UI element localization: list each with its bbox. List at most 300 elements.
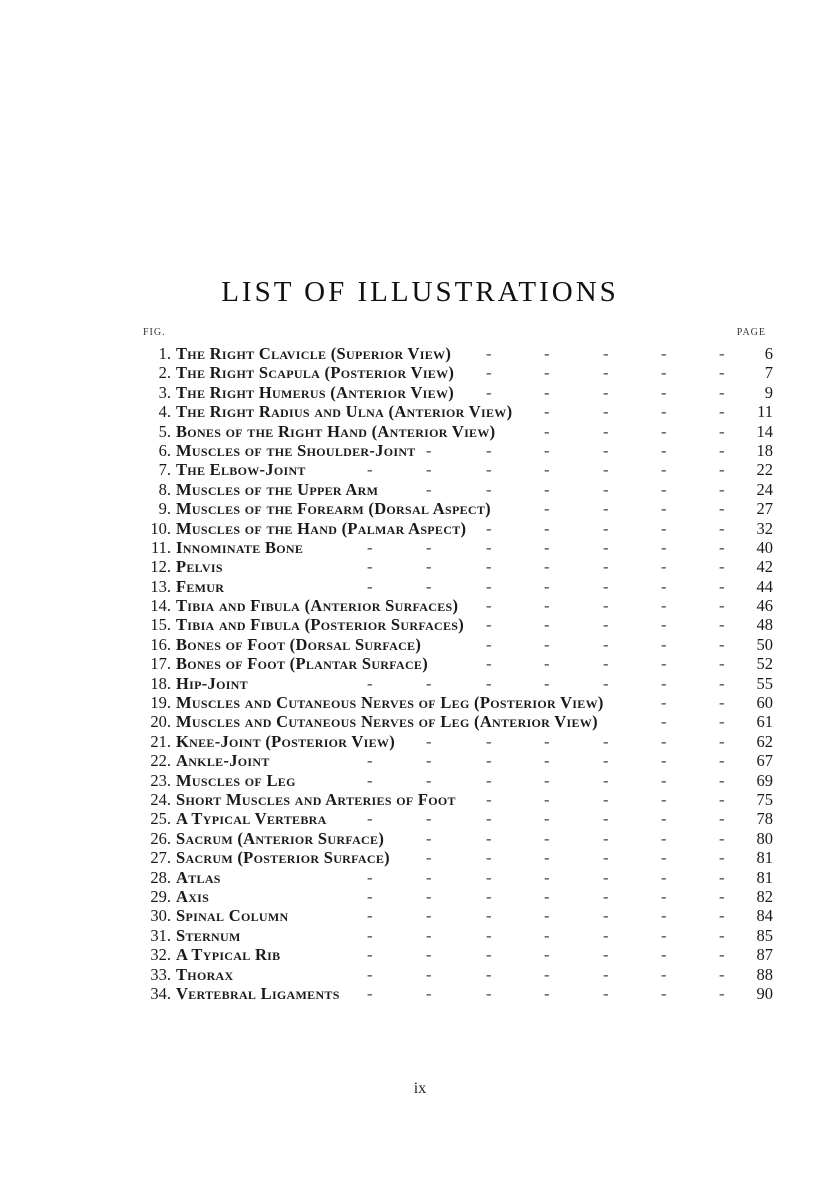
- leader-dash: -: [486, 634, 492, 654]
- figure-title: Thorax: [176, 964, 234, 984]
- figure-title: Tibia and Fibula (Anterior Surfaces): [176, 596, 459, 616]
- page-ref: 55: [756, 673, 773, 693]
- list-item: [143, 674, 773, 693]
- leader-dash: -: [544, 983, 550, 1003]
- figure-title: Muscles and Cutaneous Nerves of Leg (Posterior View): [176, 693, 604, 713]
- leader-dash: -: [661, 576, 667, 596]
- leader-dash: -: [603, 654, 609, 674]
- leader-dash: -: [486, 615, 492, 635]
- leader-dash: -: [367, 886, 373, 906]
- leader-dash: -: [661, 615, 667, 635]
- page-ref: 27: [756, 499, 773, 519]
- figure-number: 26.: [150, 828, 171, 848]
- figure-number: 5.: [158, 421, 171, 441]
- leader-dash: -: [486, 344, 492, 363]
- leader-dash: -: [544, 964, 550, 984]
- figure-number: 12.: [150, 557, 171, 577]
- list-item: [143, 557, 773, 576]
- leader-dash: -: [661, 809, 667, 829]
- leader-dash: -: [367, 537, 373, 557]
- leader-dash: -: [367, 809, 373, 829]
- list-item: [143, 635, 773, 654]
- list-item: [143, 383, 773, 402]
- figure-number: 28.: [150, 867, 171, 887]
- leader-dash: -: [426, 576, 432, 596]
- leader-dash: -: [719, 518, 725, 538]
- leader-dash: -: [367, 673, 373, 693]
- page-ref: 24: [756, 479, 773, 499]
- page-ref: 42: [756, 557, 773, 577]
- page-ref: 85: [756, 925, 773, 945]
- dot-leader: [176, 673, 725, 693]
- leader-dash: -: [661, 596, 667, 616]
- figure-title: Muscles of the Hand (Palmar Aspect): [176, 518, 467, 538]
- leader-dash: -: [544, 596, 550, 616]
- leader-dash: -: [603, 848, 609, 868]
- leader-dash: -: [544, 363, 550, 383]
- figure-number: 18.: [150, 673, 171, 693]
- leader-dash: -: [426, 809, 432, 829]
- page-column-header: PAGE: [736, 327, 766, 338]
- leader-dash: -: [603, 770, 609, 790]
- leader-dash: -: [486, 945, 492, 965]
- leader-dash: -: [719, 615, 725, 635]
- leader-dash: -: [486, 964, 492, 984]
- leader-dash: -: [719, 731, 725, 751]
- page-ref: 32: [756, 518, 773, 538]
- leader-dash: -: [486, 363, 492, 383]
- leader-dash: -: [544, 634, 550, 654]
- figure-number: 21.: [150, 731, 171, 751]
- leader-dash: -: [426, 867, 432, 887]
- leader-dash: -: [603, 751, 609, 771]
- leader-dash: -: [719, 596, 725, 616]
- list-item: [143, 577, 773, 596]
- leader-dash: -: [426, 770, 432, 790]
- leader-dash: -: [544, 344, 550, 363]
- leader-dash: -: [426, 537, 432, 557]
- page-ref: 11: [757, 402, 773, 422]
- page-ref: 6: [764, 344, 773, 363]
- leader-dash: -: [661, 402, 667, 422]
- figure-title: Muscles of the Forearm (Dorsal Aspect): [176, 499, 491, 519]
- leader-dash: -: [544, 402, 550, 422]
- leader-dash: -: [603, 596, 609, 616]
- leader-dash: -: [719, 886, 725, 906]
- leader-dash: -: [544, 770, 550, 790]
- figure-title: Bones of Foot (Dorsal Surface): [176, 634, 422, 654]
- list-item: [143, 615, 773, 634]
- list-item: [143, 499, 773, 518]
- leader-dash: -: [661, 751, 667, 771]
- leader-dash: -: [719, 344, 725, 363]
- list-item: [143, 596, 773, 615]
- dot-leader: [176, 557, 725, 577]
- figure-number: 29.: [150, 886, 171, 906]
- list-item: [143, 829, 773, 848]
- figure-title: Femur: [176, 576, 225, 596]
- leader-dash: -: [367, 964, 373, 984]
- figure-title: Sacrum (Posterior Surface): [176, 848, 390, 868]
- leader-dash: -: [544, 867, 550, 887]
- page-number: ix: [413, 1080, 427, 1097]
- figure-number: 10.: [150, 518, 171, 538]
- leader-dash: -: [603, 673, 609, 693]
- list-item: [143, 712, 773, 731]
- leader-dash: -: [426, 673, 432, 693]
- leader-dash: -: [367, 945, 373, 965]
- leader-dash: -: [367, 557, 373, 577]
- leader-dash: -: [719, 537, 725, 557]
- figure-number: 1.: [158, 344, 171, 363]
- list-item: [143, 809, 773, 828]
- page-ref: 40: [756, 537, 773, 557]
- leader-dash: -: [544, 440, 550, 460]
- leader-dash: -: [486, 886, 492, 906]
- leader-dash: -: [426, 828, 432, 848]
- leader-dash: -: [426, 945, 432, 965]
- leader-dash: -: [719, 925, 725, 945]
- leader-dash: -: [426, 906, 432, 926]
- leader-dash: -: [603, 440, 609, 460]
- list-item: [143, 422, 773, 441]
- leader-dash: -: [544, 848, 550, 868]
- leader-dash: -: [367, 983, 373, 1003]
- leader-dash: -: [544, 886, 550, 906]
- leader-dash: -: [544, 576, 550, 596]
- leader-dash: -: [661, 906, 667, 926]
- leader-dash: -: [486, 809, 492, 829]
- leader-dash: -: [544, 925, 550, 945]
- figure-title: Muscles and Cutaneous Nerves of Leg (Anterior View): [176, 712, 598, 732]
- leader-dash: -: [661, 421, 667, 441]
- figure-title: The Right Scapula (Posterior View): [176, 363, 455, 383]
- leader-dash: -: [544, 809, 550, 829]
- leader-dash: -: [486, 731, 492, 751]
- list-item: [143, 693, 773, 712]
- leader-dash: -: [367, 751, 373, 771]
- leader-dash: -: [544, 789, 550, 809]
- leader-dash: -: [719, 693, 725, 713]
- leader-dash: -: [661, 731, 667, 751]
- leader-dash: -: [426, 848, 432, 868]
- page-ref: 90: [756, 983, 773, 1003]
- list-item: [143, 460, 773, 479]
- page-title: LIST OF ILLUSTRATIONS: [221, 276, 619, 308]
- leader-dash: -: [367, 867, 373, 887]
- figure-number: 20.: [150, 712, 171, 732]
- leader-dash: -: [719, 906, 725, 926]
- figure-number: 19.: [150, 693, 171, 713]
- figure-title: Knee-Joint (Posterior View): [176, 731, 395, 751]
- list-item: [143, 887, 773, 906]
- leader-dash: -: [719, 964, 725, 984]
- leader-dash: -: [661, 363, 667, 383]
- leader-dash: -: [603, 402, 609, 422]
- figure-number: 6.: [158, 440, 171, 460]
- leader-dash: -: [719, 382, 725, 402]
- leader-dash: -: [661, 460, 667, 480]
- figure-number: 25.: [150, 809, 171, 829]
- leader-dash: -: [544, 654, 550, 674]
- leader-dash: -: [603, 945, 609, 965]
- leader-dash: -: [486, 518, 492, 538]
- list-item: [143, 363, 773, 382]
- figure-number: 27.: [150, 848, 171, 868]
- leader-dash: -: [661, 886, 667, 906]
- leader-dash: -: [719, 809, 725, 829]
- figure-number: 22.: [150, 751, 171, 771]
- page-ref: 69: [756, 770, 773, 790]
- leader-dash: -: [426, 886, 432, 906]
- leader-dash: -: [544, 557, 550, 577]
- leader-dash: -: [661, 925, 667, 945]
- leader-dash: -: [544, 731, 550, 751]
- leader-dash: -: [486, 479, 492, 499]
- leader-dash: -: [661, 634, 667, 654]
- figure-number: 30.: [150, 906, 171, 926]
- leader-dash: -: [603, 460, 609, 480]
- leader-dash: -: [719, 828, 725, 848]
- figure-title: Axis: [176, 886, 210, 906]
- leader-dash: -: [486, 848, 492, 868]
- leader-dash: -: [544, 615, 550, 635]
- leader-dash: -: [603, 886, 609, 906]
- figure-title: Sacrum (Anterior Surface): [176, 828, 385, 848]
- leader-dash: -: [719, 479, 725, 499]
- list-item: [143, 732, 773, 751]
- leader-dash: -: [544, 479, 550, 499]
- figure-number: 3.: [158, 382, 171, 402]
- leader-dash: -: [426, 964, 432, 984]
- leader-dash: -: [603, 634, 609, 654]
- list-item: [143, 926, 773, 945]
- leader-dash: -: [661, 693, 667, 713]
- leader-dash: -: [544, 518, 550, 538]
- list-item: [143, 751, 773, 770]
- page-ref: 81: [756, 867, 773, 887]
- leader-dash: -: [661, 789, 667, 809]
- fig-column-header: FIG.: [143, 327, 166, 338]
- leader-dash: -: [661, 673, 667, 693]
- leader-dash: -: [719, 634, 725, 654]
- page-ref: 62: [756, 731, 773, 751]
- leader-dash: -: [603, 983, 609, 1003]
- leader-dash: -: [603, 789, 609, 809]
- leader-dash: -: [603, 537, 609, 557]
- leader-dash: -: [486, 382, 492, 402]
- leader-dash: -: [486, 596, 492, 616]
- figure-number: 11.: [150, 537, 171, 557]
- leader-dash: -: [486, 828, 492, 848]
- leader-dash: -: [719, 867, 725, 887]
- leader-dash: -: [661, 654, 667, 674]
- leader-dash: -: [719, 751, 725, 771]
- dot-leader: [176, 886, 725, 906]
- leader-dash: -: [603, 906, 609, 926]
- leader-dash: -: [544, 499, 550, 519]
- leader-dash: -: [603, 615, 609, 635]
- dot-leader: [176, 925, 725, 945]
- list-item: [143, 441, 773, 460]
- figure-title: Innominate Bone: [176, 537, 304, 557]
- figure-title: Vertebral Ligaments: [176, 983, 340, 1003]
- leader-dash: -: [661, 344, 667, 363]
- leader-dash: -: [603, 518, 609, 538]
- leader-dash: -: [486, 440, 492, 460]
- leader-dash: -: [486, 770, 492, 790]
- leader-dash: -: [719, 712, 725, 732]
- leader-dash: -: [661, 945, 667, 965]
- leader-dash: -: [661, 848, 667, 868]
- figure-number: 31.: [150, 925, 171, 945]
- leader-dash: -: [486, 576, 492, 596]
- leader-dash: -: [661, 479, 667, 499]
- leader-dash: -: [367, 770, 373, 790]
- leader-dash: -: [367, 576, 373, 596]
- leader-dash: -: [486, 906, 492, 926]
- leader-dash: -: [603, 363, 609, 383]
- leader-dash: -: [486, 654, 492, 674]
- page-ref: 88: [756, 964, 773, 984]
- page-ref: 46: [756, 596, 773, 616]
- list-item: [143, 790, 773, 809]
- figure-title: The Right Clavicle (Superior View): [176, 344, 452, 363]
- leader-dash: -: [603, 925, 609, 945]
- leader-dash: -: [719, 848, 725, 868]
- leader-dash: -: [661, 828, 667, 848]
- leader-dash: -: [426, 751, 432, 771]
- page-ref: 87: [756, 945, 773, 965]
- leader-dash: -: [426, 731, 432, 751]
- list-item: [143, 654, 773, 673]
- figure-number: 33.: [150, 964, 171, 984]
- dot-leader: [176, 576, 725, 596]
- leader-dash: -: [661, 518, 667, 538]
- leader-dash: -: [661, 867, 667, 887]
- page-ref: 48: [756, 615, 773, 635]
- leader-dash: -: [486, 925, 492, 945]
- leader-dash: -: [544, 673, 550, 693]
- figure-title: Pelvis: [176, 557, 223, 577]
- page-ref: 80: [756, 828, 773, 848]
- list-item: [143, 848, 773, 867]
- page-ref: 50: [756, 634, 773, 654]
- figure-number: 13.: [150, 576, 171, 596]
- list-item: [143, 538, 773, 557]
- dot-leader: [176, 964, 725, 984]
- leader-dash: -: [603, 499, 609, 519]
- figure-number: 7.: [158, 460, 171, 480]
- leader-dash: -: [719, 460, 725, 480]
- list-item: [143, 771, 773, 790]
- leader-dash: -: [426, 925, 432, 945]
- leader-dash: -: [661, 557, 667, 577]
- leader-dash: -: [544, 906, 550, 926]
- leader-dash: -: [719, 945, 725, 965]
- figure-title: The Right Radius and Ulna (Anterior View): [176, 402, 513, 422]
- figure-title: Short Muscles and Arteries of Foot: [176, 789, 456, 809]
- leader-dash: -: [367, 925, 373, 945]
- figure-number: 14.: [150, 596, 171, 616]
- leader-dash: -: [544, 751, 550, 771]
- figure-title: Atlas: [176, 867, 221, 887]
- leader-dash: -: [719, 576, 725, 596]
- figure-number: 8.: [158, 479, 171, 499]
- figure-number: 15.: [150, 615, 171, 635]
- leader-dash: -: [661, 537, 667, 557]
- leader-dash: -: [603, 421, 609, 441]
- leader-dash: -: [719, 402, 725, 422]
- leader-dash: -: [719, 363, 725, 383]
- page-ref: 84: [756, 906, 773, 926]
- leader-dash: -: [486, 460, 492, 480]
- figure-number: 24.: [150, 789, 171, 809]
- leader-dash: -: [367, 906, 373, 926]
- leader-dash: -: [544, 460, 550, 480]
- leader-dash: -: [486, 867, 492, 887]
- leader-dash: -: [719, 557, 725, 577]
- leader-dash: -: [486, 789, 492, 809]
- list-item: [143, 984, 773, 1003]
- leader-dash: -: [486, 983, 492, 1003]
- leader-dash: -: [719, 421, 725, 441]
- leader-dash: -: [661, 440, 667, 460]
- leader-dash: -: [603, 479, 609, 499]
- page-ref: 82: [756, 886, 773, 906]
- figure-number: 9.: [158, 499, 171, 519]
- leader-dash: -: [544, 421, 550, 441]
- leader-dash: -: [603, 964, 609, 984]
- leader-dash: -: [719, 789, 725, 809]
- page-ref: 9: [764, 382, 773, 402]
- leader-dash: -: [603, 731, 609, 751]
- figure-title: Muscles of Leg: [176, 770, 296, 790]
- page-ref: 75: [756, 789, 773, 809]
- figure-title: Hip-Joint: [176, 673, 248, 693]
- figure-title: The Right Humerus (Anterior View): [176, 382, 455, 402]
- leader-dash: -: [661, 499, 667, 519]
- figure-title: Muscles of the Upper Arm: [176, 479, 379, 499]
- figure-title: A Typical Rib: [176, 945, 281, 965]
- figure-title: Sternum: [176, 925, 241, 945]
- figure-number: 34.: [150, 983, 171, 1003]
- leader-dash: -: [661, 770, 667, 790]
- leader-dash: -: [426, 460, 432, 480]
- leader-dash: -: [603, 809, 609, 829]
- figure-title: Ankle-Joint: [176, 751, 270, 771]
- leader-dash: -: [661, 712, 667, 732]
- leader-dash: -: [486, 557, 492, 577]
- figure-title: A Typical Vertebra: [176, 809, 327, 829]
- leader-dash: -: [544, 945, 550, 965]
- leader-dash: -: [426, 557, 432, 577]
- leader-dash: -: [603, 344, 609, 363]
- leader-dash: -: [426, 440, 432, 460]
- figure-title: Bones of the Right Hand (Anterior View): [176, 421, 496, 441]
- page-ref: 61: [756, 712, 773, 732]
- leader-dash: -: [603, 828, 609, 848]
- leader-dash: -: [603, 557, 609, 577]
- leader-dash: -: [719, 499, 725, 519]
- leader-dash: -: [603, 576, 609, 596]
- figure-title: The Elbow-Joint: [176, 460, 306, 480]
- leader-dash: -: [719, 770, 725, 790]
- page-ref: 14: [756, 421, 773, 441]
- page-ref: 18: [756, 440, 773, 460]
- leader-dash: -: [719, 673, 725, 693]
- page-ref: 67: [756, 751, 773, 771]
